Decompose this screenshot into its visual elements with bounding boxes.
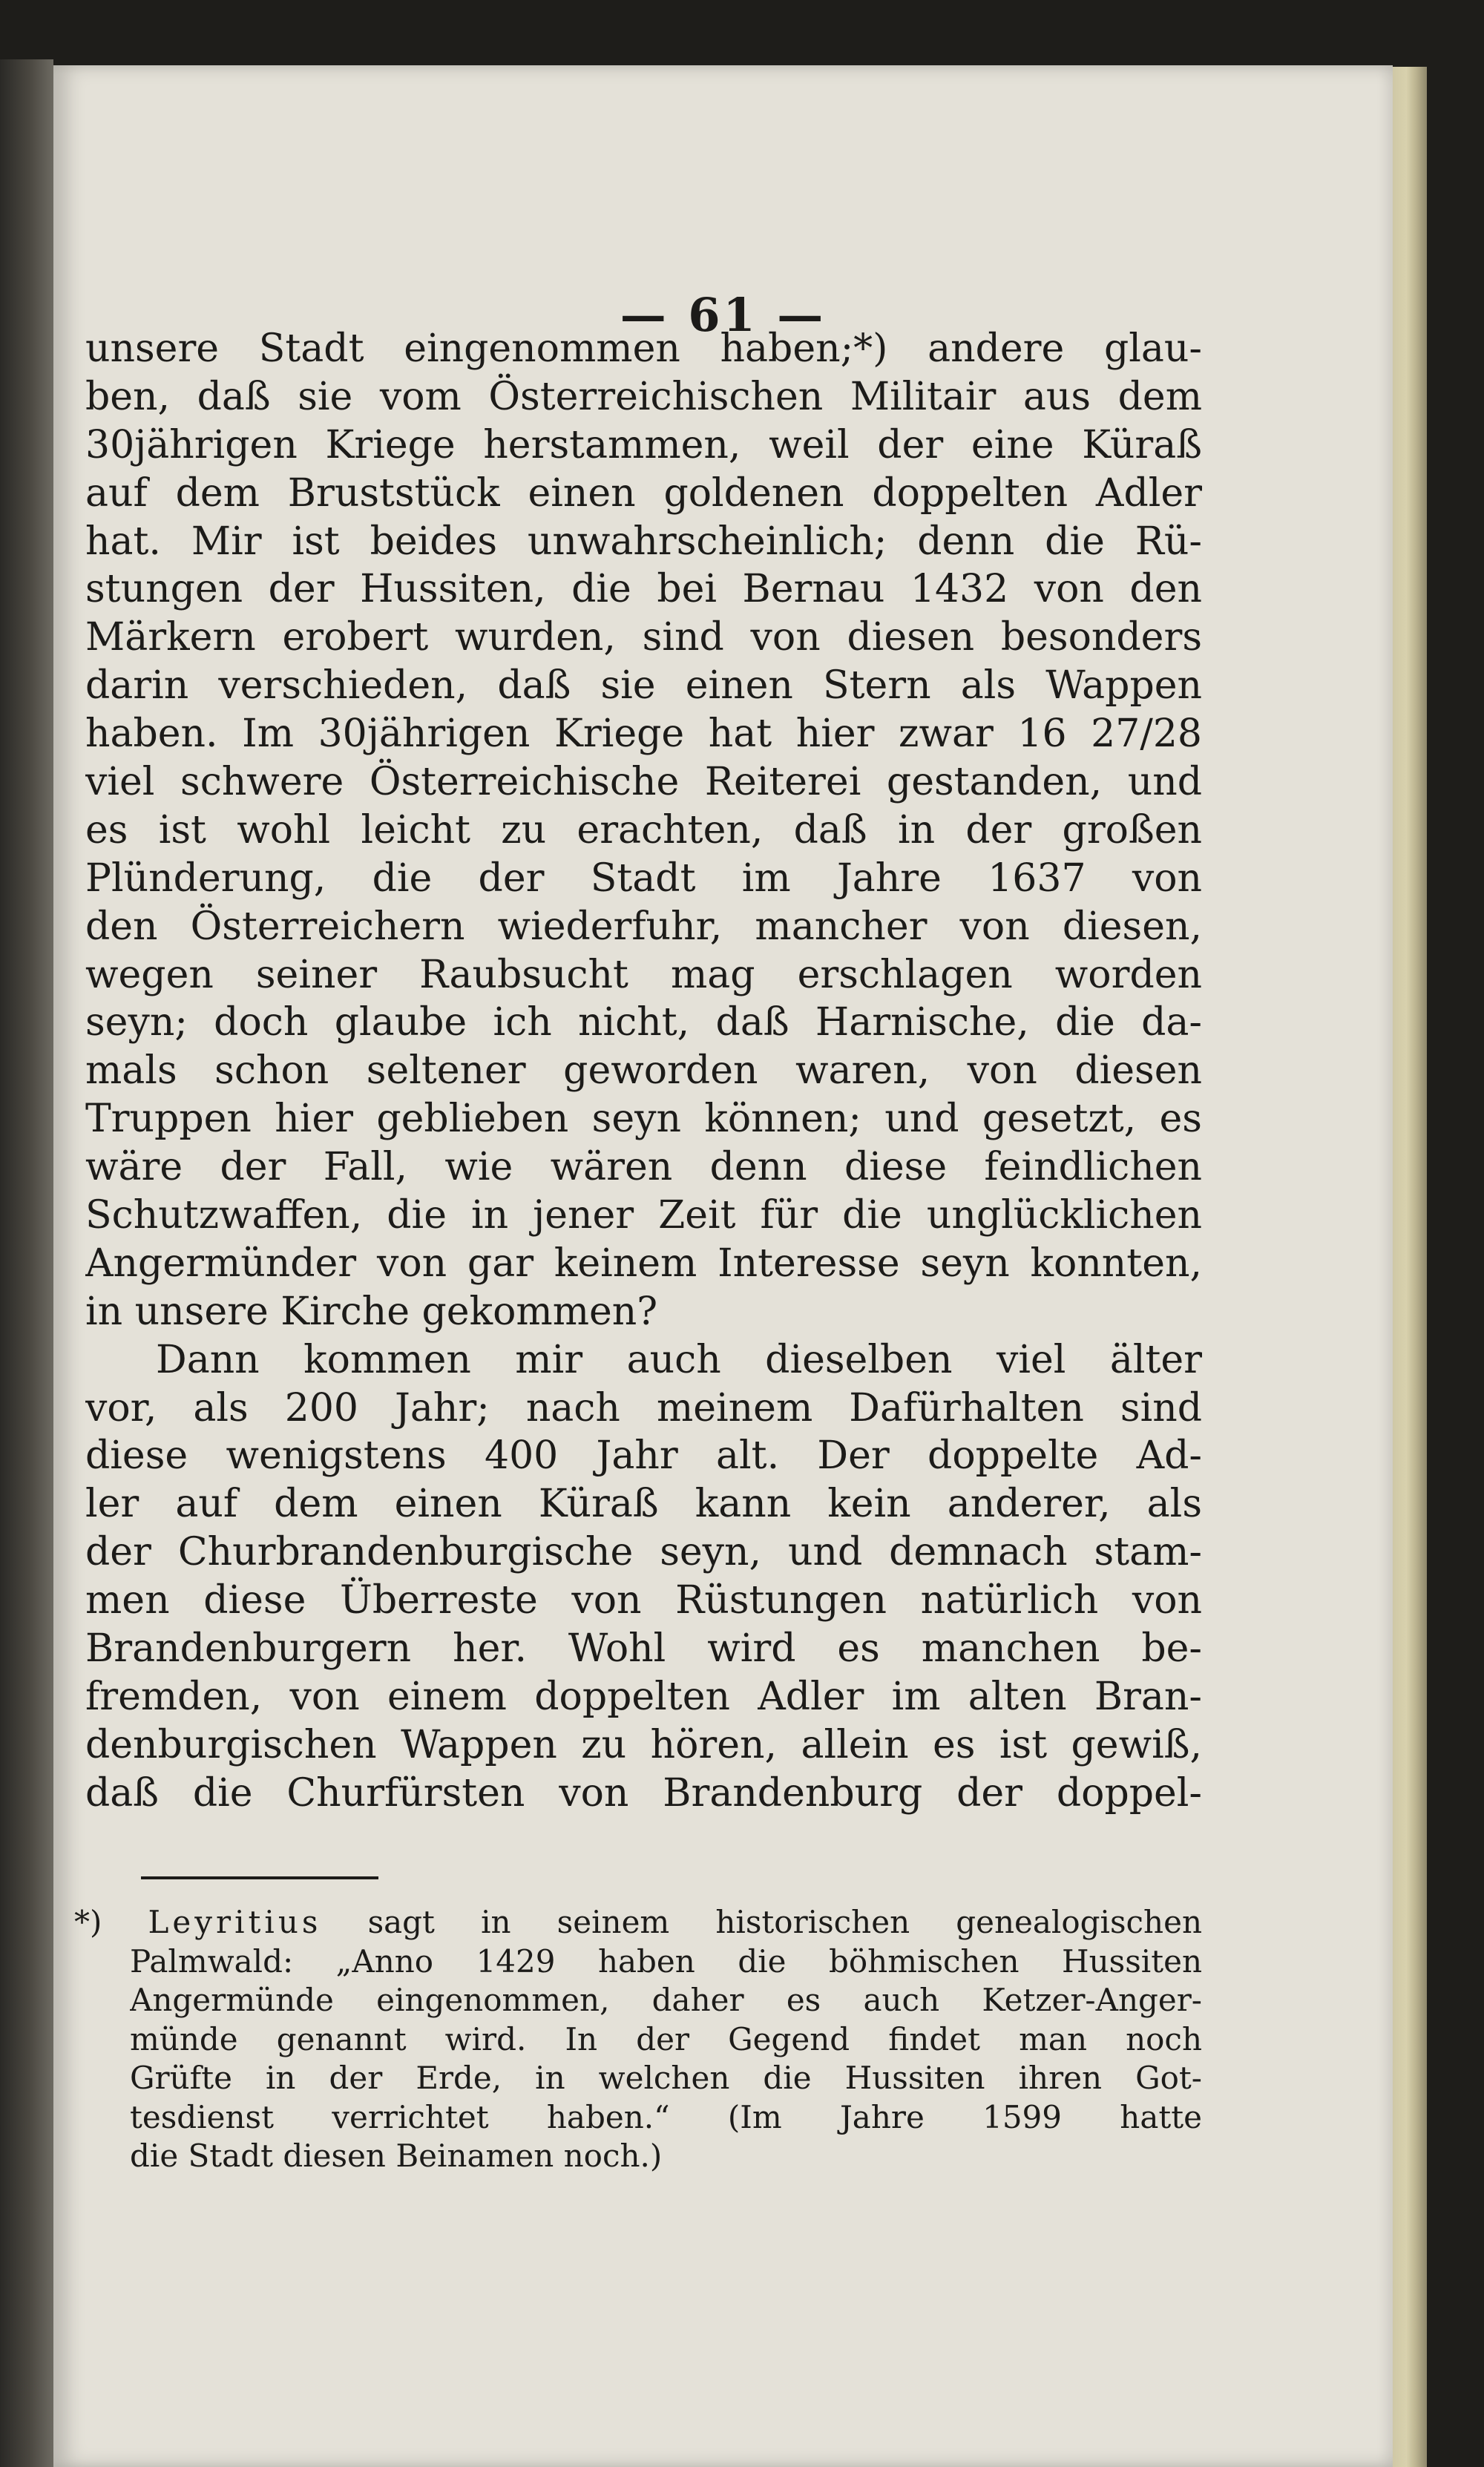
body-line: men diese Überreste von Rüstungen natürlich von <box>85 1578 1202 1623</box>
body-line: seyn; doch glaube ich nicht, daß Harnische, die da- <box>85 1000 1202 1045</box>
body-line: denburgischen Wappen zu hören, allein es ist gewiß, <box>85 1722 1202 1767</box>
body-line: ben, daß sie vom Österreichischen Militair aus dem <box>85 374 1202 419</box>
body-line: hat. Mir ist beides unwahrscheinlich; denn die Rü- <box>85 519 1202 564</box>
body-line: unsere Stadt eingenommen haben;*) andere glau- <box>85 326 1202 371</box>
footnote-marker: *) <box>74 1904 102 1940</box>
footnote-line: die Stadt diesen Beinamen noch.) <box>130 2138 663 2174</box>
footnote-line: Angermünde eingenommen, daher es auch Ketzer-Anger- <box>130 1982 1202 2018</box>
body-line: Plünderung, die der Stadt im Jahre 1637 von <box>85 855 1202 901</box>
body-line: fremden, von einem doppelten Adler im alten Bran- <box>85 1674 1202 1719</box>
footnote-line: tesdienst verrichtet haben.“ (Im Jahre 1599 hatte <box>130 2098 1202 2135</box>
body-line: den Österreichern wiederfuhr, mancher von diesen, <box>85 904 1202 949</box>
footnote-line: Palmwald: „Anno 1429 haben die böhmischen Hussiten <box>130 1942 1202 1980</box>
left-page-edge <box>0 59 53 2467</box>
page-number: — 61 — <box>620 288 827 342</box>
footnote-author: Leyritius <box>148 1904 322 1940</box>
body-line: mals schon seltener geworden waren, von diesen <box>85 1048 1202 1094</box>
body-line: der Churbrandenburgische seyn, und demnach stam- <box>85 1530 1202 1575</box>
body-line: Schutzwaffen, die in jener Zeit für die unglücklichen <box>85 1193 1202 1238</box>
body-line: Angermünder von gar keinem Interesse seyn konnten, <box>85 1241 1202 1286</box>
body-line: Brandenburgern her. Wohl wird es manchen be- <box>85 1626 1202 1672</box>
footnote-line: münde genannt wird. In der Gegend findet man noch <box>130 2020 1202 2057</box>
body-line: haben. Im 30jährigen Kriege hat hier zwar 16 27/28 <box>85 712 1202 757</box>
body-line: daß die Churfürsten von Brandenburg der doppel- <box>85 1770 1202 1816</box>
body-line: ler auf dem einen Küraß kann kein anderer, als <box>85 1482 1202 1527</box>
body-line: es ist wohl leicht zu erachten, daß in der großen <box>85 807 1202 853</box>
body-line: viel schwere Österreichische Reiterei gestanden, und <box>85 760 1202 805</box>
body-line: in unsere Kirche gekommen? <box>85 1289 658 1334</box>
footnote-line: Grüfte in der Erde, in welchen die Hussiten ihren Got- <box>130 2060 1202 2096</box>
body-line: auf dem Bruststück einen goldenen doppelten Adler <box>85 470 1202 516</box>
footnote-divider <box>141 1876 378 1879</box>
footnote <box>74 1903 1202 2176</box>
footnote-text: sagt in seinem historischen genealogischen <box>367 1904 1202 1940</box>
body-line: darin verschieden, daß sie einen Stern als Wappen <box>85 663 1202 709</box>
page-fore-edge <box>1393 67 1427 2467</box>
body-line: diese wenigstens 400 Jahr alt. Der doppelte Ad- <box>85 1433 1202 1479</box>
body-text <box>85 325 1202 1818</box>
body-line: wegen seiner Raubsucht mag erschlagen worden <box>85 952 1202 997</box>
body-line: stungen der Hussiten, die bei Bernau 1432 von den <box>85 567 1202 612</box>
body-line: vor, als 200 Jahr; nach meinem Dafürhalten sind <box>85 1385 1202 1430</box>
body-line: 30jährigen Kriege herstammen, weil der eine Küraß <box>85 422 1202 467</box>
body-line: Märkern erobert wurden, sind von diesen besonders <box>85 615 1202 660</box>
body-line: wäre der Fall, wie wären denn diese feindlichen <box>85 1145 1202 1190</box>
footnote-line <box>74 1903 1202 1942</box>
body-line: Dann kommen mir auch dieselben viel älter <box>156 1337 1202 1382</box>
body-line: Truppen hier geblieben seyn können; und gesetzt, es <box>85 1097 1202 1142</box>
